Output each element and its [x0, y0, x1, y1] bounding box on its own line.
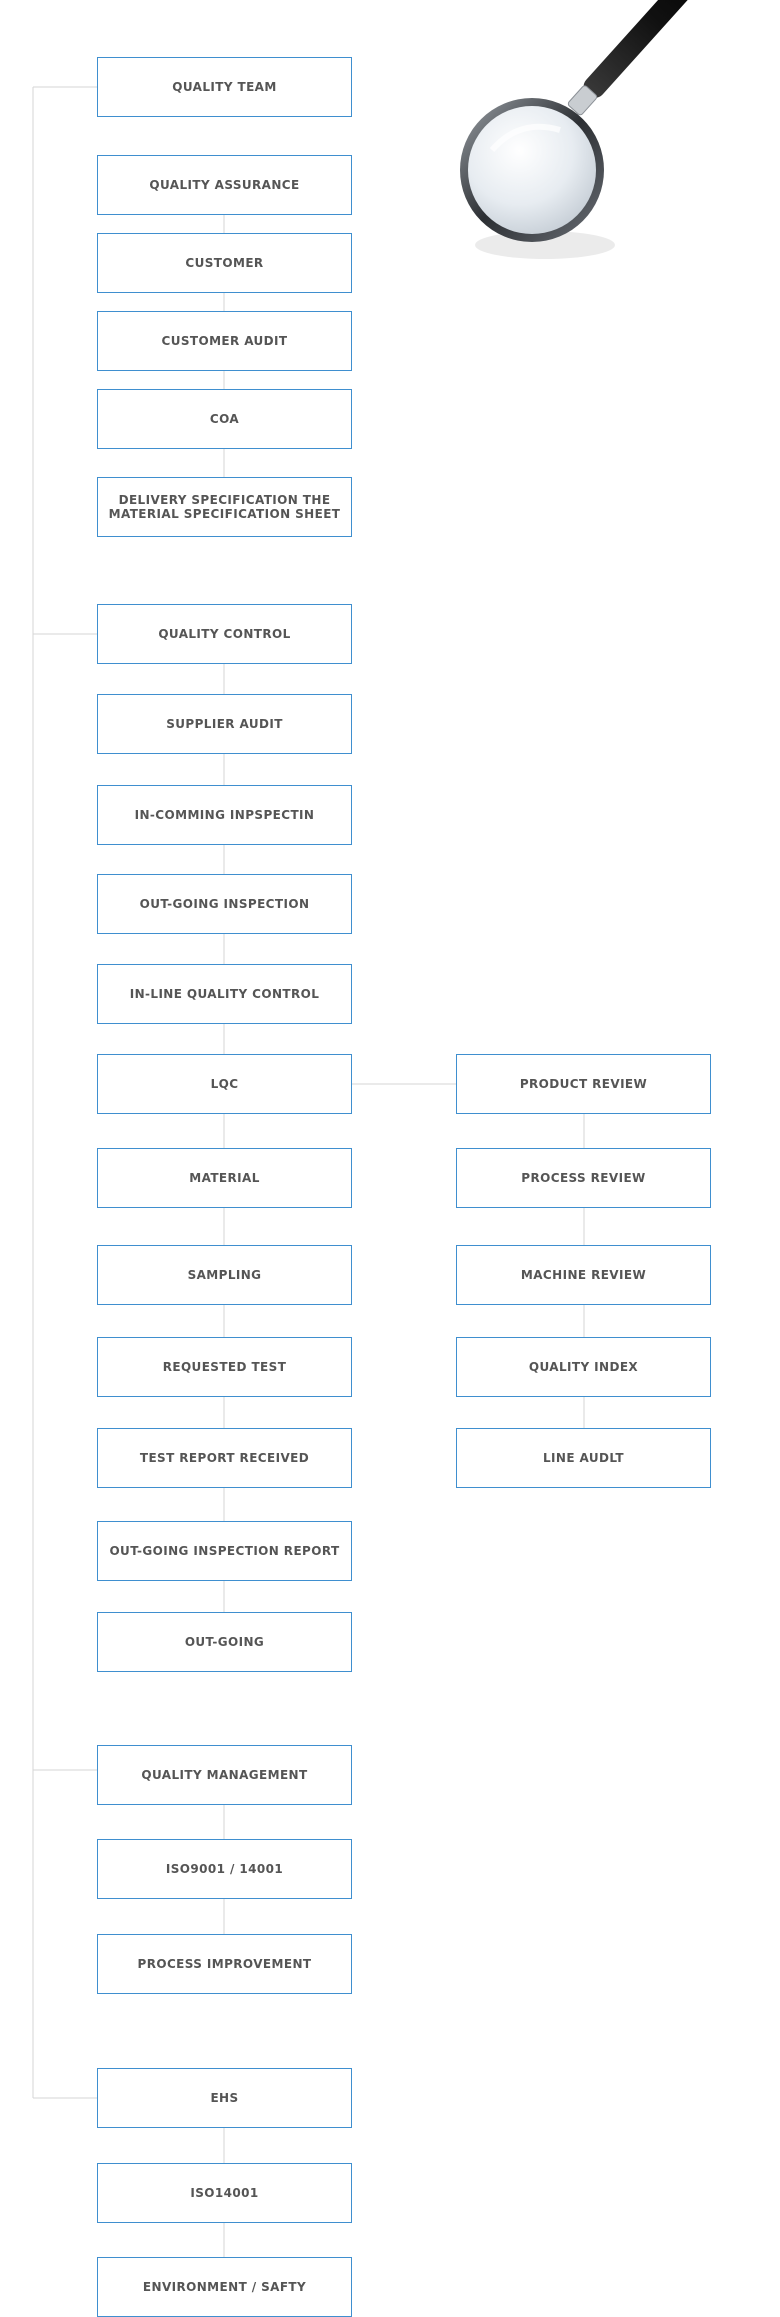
- node-environment-safty: ENVIRONMENT / SAFTY: [97, 2257, 352, 2317]
- node-outgoing-inspection-report: OUT-GOING INSPECTION REPORT: [97, 1521, 352, 1581]
- node-product-review: PRODUCT REVIEW: [456, 1054, 711, 1114]
- node-incoming-inspection: IN-COMMING INPSPECTIN: [97, 785, 352, 845]
- node-customer-audit: CUSTOMER AUDIT: [97, 311, 352, 371]
- node-ehs: EHS: [97, 2068, 352, 2128]
- node-outgoing: OUT-GOING: [97, 1612, 352, 1672]
- node-coa: COA: [97, 389, 352, 449]
- node-customer: CUSTOMER: [97, 233, 352, 293]
- node-quality-index: QUALITY INDEX: [456, 1337, 711, 1397]
- node-sampling: SAMPLING: [97, 1245, 352, 1305]
- node-quality-control: QUALITY CONTROL: [97, 604, 352, 664]
- node-quality-assurance: QUALITY ASSURANCE: [97, 155, 352, 215]
- node-material: MATERIAL: [97, 1148, 352, 1208]
- node-test-report-received: TEST REPORT RECEIVED: [97, 1428, 352, 1488]
- magnifying-glass-icon: [440, 0, 780, 270]
- node-process-review: PROCESS REVIEW: [456, 1148, 711, 1208]
- node-quality-team: QUALITY TEAM: [97, 57, 352, 117]
- node-requested-test: REQUESTED TEST: [97, 1337, 352, 1397]
- node-process-improvement: PROCESS IMPROVEMENT: [97, 1934, 352, 1994]
- node-supplier-audit: SUPPLIER AUDIT: [97, 694, 352, 754]
- node-lqc: LQC: [97, 1054, 352, 1114]
- node-machine-review: MACHINE REVIEW: [456, 1245, 711, 1305]
- node-inline-quality-control: IN-LINE QUALITY CONTROL: [97, 964, 352, 1024]
- node-outgoing-inspection: OUT-GOING INSPECTION: [97, 874, 352, 934]
- node-delivery-specification: DELIVERY SPECIFICATION THE MATERIAL SPECIFICATION SHEET: [97, 477, 352, 537]
- node-line-audit: LINE AUDLT: [456, 1428, 711, 1488]
- node-quality-management: QUALITY MANAGEMENT: [97, 1745, 352, 1805]
- node-iso14001: ISO14001: [97, 2163, 352, 2223]
- node-iso9001: ISO9001 / 14001: [97, 1839, 352, 1899]
